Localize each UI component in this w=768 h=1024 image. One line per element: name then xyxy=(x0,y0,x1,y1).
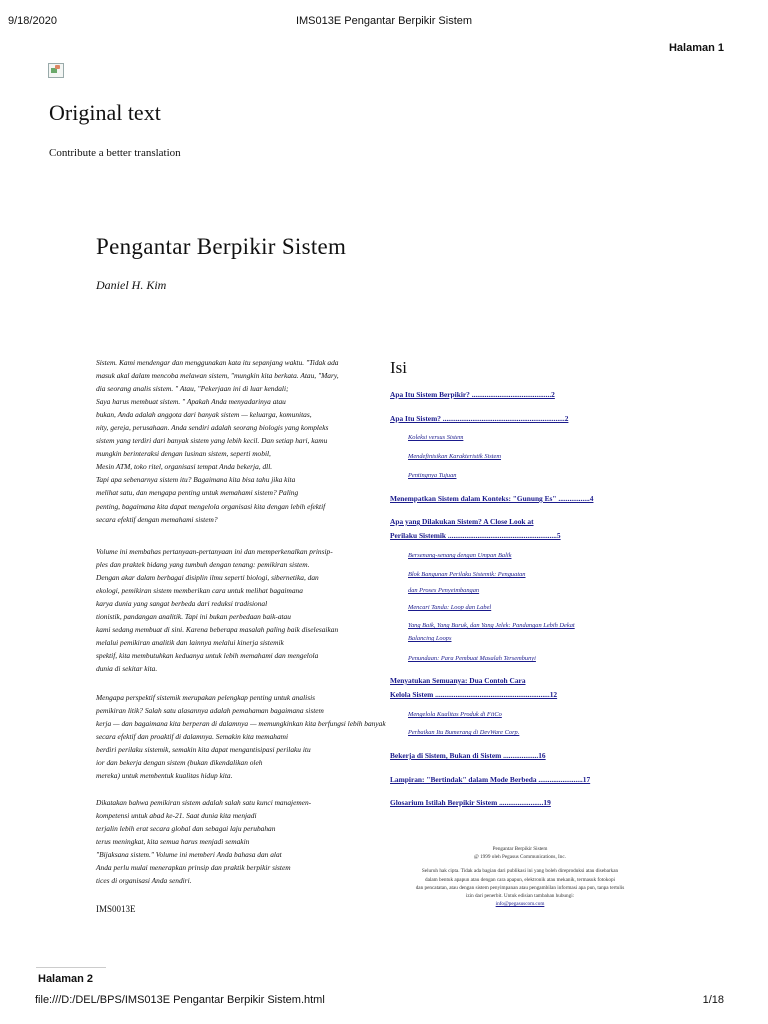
text-line: Volume ini membahas pertanyaan-pertanyaan ini dan memperkenalkan prinsip- xyxy=(96,547,333,556)
document-code: IMS0013E xyxy=(96,904,136,914)
text-line: Anda perlu mulai menerapkan prinsip dan praktik berpikir sistem xyxy=(96,863,291,873)
toc-item[interactable]: Kelola Sistem ..............................................................12 xyxy=(390,690,558,699)
copyright-line: @ 1999 oleh Pegasus Communications, Inc. xyxy=(474,854,566,861)
text-line: ekologi, pemikiran sistem memberikan cara untuk melihat bagaimana xyxy=(96,586,303,596)
text-line: Saya harus membuat sistem. " Apakah Anda menyadarinya atau xyxy=(96,397,286,407)
text-line: Dikatakan bahwa pemikiran sistem adalah salah satu kunci manajemen- xyxy=(96,798,312,807)
original-text-heading: Original text xyxy=(49,100,161,125)
page-2-label: Halaman 2 xyxy=(38,973,94,985)
text-line: karya dunia yang sangat berbeda dari reduksi tradisional xyxy=(96,599,268,609)
text-line: terus meningkat, kita semua harus menjadi semakin xyxy=(96,837,250,847)
text-line: kerja — dan bagaimana kita berperan di dalamnya — memungkinkan kita berfungsi lebih banyak xyxy=(96,719,386,729)
text-line: ior dan bekerja dengan sistem (bukan dikendalikan oleh xyxy=(96,758,263,768)
body-paragraph xyxy=(96,796,391,887)
divider xyxy=(36,967,106,968)
toc-subitem[interactable]: Pentingnya Tujuan xyxy=(408,472,457,479)
toc-item[interactable]: Perilaku Sistemik ...........................................................5 xyxy=(390,531,561,540)
broken-image-icon xyxy=(48,63,64,78)
text-line: Mesin ATM, toko ritel, organisasi tempat Anda bekerja, dll. xyxy=(96,462,273,472)
text-line: pemikiran litik? Salah satu alasannya adalah pemahaman bagaimana sistem xyxy=(96,706,324,716)
page-label: Halaman 1 xyxy=(668,42,724,54)
text-line: berdiri perilaku sistemik, semakin kita dapat mengantisipasi perilaku itu xyxy=(96,745,311,755)
text-line: secara efektif dengan memahami sistem? xyxy=(96,514,218,524)
toc-subitem[interactable]: Bersenang-senang dengan Umpan Balik xyxy=(408,552,512,559)
copyright-line: Pengantar Berpikir Sistem xyxy=(492,846,548,852)
text-line: Dengan akar dalam berbagai disiplin ilmu seperti biologi, sibernetika, dan xyxy=(96,573,319,583)
toc-item[interactable]: Apa Itu Sistem Berpikir? ...........................................2 xyxy=(390,390,555,399)
text-line: sistem yang terdiri dari banyak sistem yang lebih kecil. Dan setiap hari, kamu xyxy=(96,436,328,446)
toc-subitem[interactable]: Balancing Loops xyxy=(408,635,452,642)
toc-item[interactable]: Lampiran: "Bertindak" dalam Mode Berbeda ........................17 xyxy=(390,775,591,784)
text-line: kami sedang membuat di sini. Karena beberapa masalah paling baik diselesaikan xyxy=(96,625,339,635)
document-title: Pengantar Berpikir Sistem xyxy=(96,234,347,259)
text-line: dunia di sekitar kita. xyxy=(96,664,158,674)
toc-subitem[interactable]: Mendefinisikan Karakteristik Sistem xyxy=(408,453,502,460)
toc-subitem[interactable]: Koleksi versus Sistem xyxy=(408,434,464,441)
text-line: nity, gereja, perusahaan. Anda sendiri adalah seorang biologis yang kompleks xyxy=(96,423,329,433)
body-paragraph xyxy=(96,545,391,675)
text-line: Sistem. Kami mendengar dan menggunakan kata itu sepanjang waktu. "Tidak ada xyxy=(96,358,339,367)
toc-subitem[interactable]: Penundaan: Para Pembuat Masalah Tersembunyi xyxy=(408,655,536,662)
file-path: file:///D:/DEL/BPS/IMS013E Pengantar Berpikir Sistem.html xyxy=(35,994,325,1006)
text-line: penting, bagaimana kita dapat mengelola organisasi kita dengan lebih efektif xyxy=(96,501,326,511)
text-line: mereka) untuk membentuk kualitas hidup kita. xyxy=(96,771,233,781)
copyright-line: dalam bentuk apapun atau dengan cara apapun, elektronik atau mekanik, termasuk fotokopi xyxy=(425,876,615,883)
text-line: mungkin berinteraksi dengan lusinan sistem, seperti mobil, xyxy=(96,449,271,459)
page-number: 1/18 xyxy=(702,994,724,1006)
text-line: Mengapa perspektif sistemik merupakan pelengkap penting untuk analisis xyxy=(96,693,316,702)
text-line: masuk akal dalam mencoba melawan sistem, "mungkin kita berkata. Atau, "Mary, xyxy=(96,371,339,381)
toc-item[interactable]: Menyatukan Semuanya: Dua Contoh Cara xyxy=(390,676,526,685)
toc-item[interactable]: Apa Itu Sistem? ..................................................................2 xyxy=(390,414,569,423)
toc-item[interactable]: Menempatkan Sistem dalam Konteks: "Gunung Es" .................4 xyxy=(390,494,594,503)
toc-item[interactable]: Glosarium Istilah Berpikir Sistem ........................19 xyxy=(390,798,551,807)
copyright-line: izin dari penerbit. Untuk edisian tambahan hubungi: xyxy=(465,893,575,900)
text-line: terjalin lebih erat secara global dan sebagai laju perubahan xyxy=(96,824,276,834)
contribute-translation-link[interactable]: Contribute a better translation xyxy=(49,147,181,159)
text-line: ples dan praktek bidang yang tumbuh dengan tenang: pemikiran sistem. xyxy=(96,560,310,570)
text-line: dia seorang analis sistem. " Atau, "Pekerjaan ini di luar kendali; xyxy=(96,384,289,394)
toc-item[interactable]: Bekerja di Sistem, Bukan di Sistem ...................16 xyxy=(390,751,546,760)
text-line: tices di organisasi Anda sendiri. xyxy=(96,876,192,886)
text-line: bukan, Anda adalah anggota dari banyak sistem — keluarga, komunitas, xyxy=(96,410,312,420)
text-line: spektif, kita membutuhkan keduanya untuk lebih memahami dan mengelola xyxy=(96,651,319,661)
text-line: Tapi apa sebenarnya sistem itu? Bagaimana kita bisa tahu jika kita xyxy=(96,475,296,485)
body-paragraph xyxy=(96,691,391,782)
toc-subitem[interactable]: Perbaikan Itu Bumerang di DevWare Corp. xyxy=(408,729,520,736)
text-line: secara efektif dan proaktif di dalamnya. Semakin kita memahami xyxy=(96,732,289,742)
text-line: melihat satu, dan mengapa penting untuk memahami sistem? Paling xyxy=(96,488,299,498)
text-line: melalui pemikiran analitik dan lainnya melalui kinerja sistemik xyxy=(96,638,284,648)
text-line: kompetensi untuk abad ke-21. Saat dunia kita menjadi xyxy=(96,811,257,821)
print-title: IMS013E Pengantar Berpikir Sistem xyxy=(295,15,473,27)
copyright-block xyxy=(390,845,650,908)
text-line: "Bijaksana sistem." Volume ini memberi Anda bahasa dan alat xyxy=(96,850,282,860)
print-date: 9/18/2020 xyxy=(8,15,57,27)
contact-email-link[interactable]: info@pegasuscom.com xyxy=(495,901,545,908)
copyright-line: dan pencatatan, atau dengan sistem penyimpanan atau pengambilan informasi apa pun, tanpa tertulis xyxy=(415,884,625,891)
body-paragraph xyxy=(96,356,391,526)
document-author: Daniel H. Kim xyxy=(96,278,167,292)
toc-subitem[interactable]: Mengelola Kualitas Produk di FitCo xyxy=(408,711,502,718)
toc-subitem[interactable]: Blok Bangunan Perilaku Sistemik: Penguatan xyxy=(408,571,526,578)
toc-subitem[interactable]: Yang Baik, Yang Buruk, dan Yang Jelek: Pandangan Lebih Dekat xyxy=(408,622,575,629)
copyright-line: Seluruh hak cipta. Tidak ada bagian dari publikasi ini yang boleh direproduksi atau disebarkan xyxy=(421,868,619,875)
text-line: tionistik, pandangan analitik. Tapi ini bukan perbedaan baik-atau xyxy=(96,612,291,622)
toc-item[interactable]: Apa yang Dilakukan Sistem? A Close Look at xyxy=(390,517,534,526)
toc-heading: Isi xyxy=(390,358,407,377)
toc-subitem[interactable]: dan Proses Penyeimbangan xyxy=(408,587,480,594)
toc-subitem[interactable]: Mencari Tanda: Loop dan Label xyxy=(408,604,492,611)
